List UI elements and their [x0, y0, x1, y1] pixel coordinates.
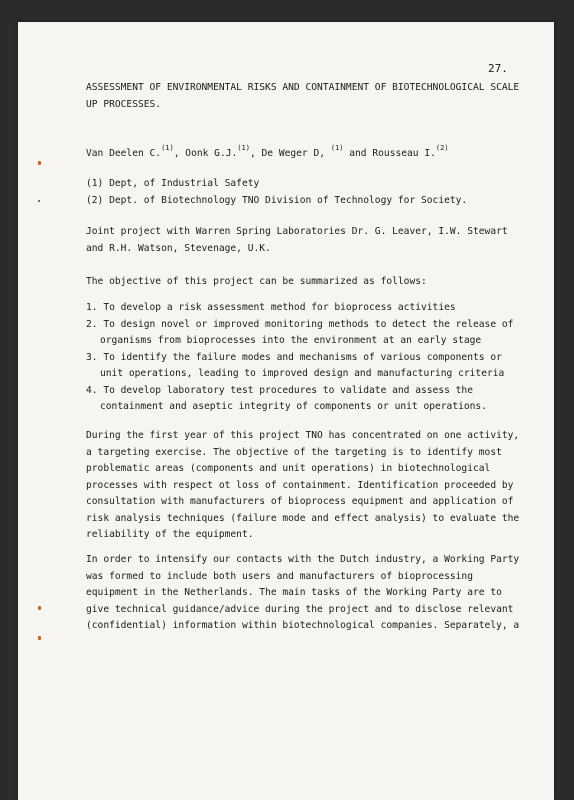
author-affiliation-mark: (2) [435, 144, 449, 152]
author-name: , De Weger D, [249, 148, 326, 159]
paragraph-line: give technical guidance/advice during the project and to disclose relevant [86, 603, 514, 615]
affiliation: (2) Dept. of Biotechnology TNO Division of Technology for Society. [86, 194, 468, 206]
title-line: UP PROCESSES. [86, 98, 162, 110]
joint-project-note [86, 224, 506, 257]
paragraph-line: problematic areas (components and unit operations) in biotechnological [86, 463, 491, 474]
author-name: and Rousseau I. [343, 148, 436, 159]
author-name: Van Deelen C. [86, 148, 162, 159]
paragraph-line: reliability of the equipment. [86, 529, 254, 540]
paragraph-line: risk analysis techniques (failure mode and effect analysis) to evaluate the [86, 512, 520, 524]
margin-mark [38, 636, 41, 640]
title-line: ASSESSMENT OF ENVIRONMENTAL RISKS AND CONTAINMENT OF BIOTECHNOLOGICAL SCALE [86, 82, 520, 93]
page-number: 27. [488, 62, 508, 75]
author-affiliation-mark: (1) [330, 144, 344, 152]
joint-project-line: and R.H. Watson, Stevenage, U.K. [86, 242, 271, 254]
objective-item: 1. To develop a risk assessment method for bioprocess activities [86, 302, 456, 313]
margin-mark [38, 606, 41, 610]
joint-project-line: Joint project with Warren Spring Laboratories Dr. G. Leaver, I.W. Stewart [86, 226, 508, 237]
affiliations [86, 176, 506, 209]
objective-item-continuation: unit operations, leading to improved design and manufacturing criteria [100, 368, 505, 379]
paragraph-line: (confidential) information within biotechnological companies. Separately, a [86, 620, 520, 631]
paragraph-line: consultation with manufacturers of bioprocess equipment and application of [86, 496, 514, 507]
objective-item: 4. To develop laboratory test procedures to validate and assess the [86, 384, 473, 396]
paragraph-line: During the first year of this project TNO has concentrated on one activity, [86, 430, 520, 441]
author-name: , Oonk G.J. [173, 148, 238, 159]
objectives-list [86, 300, 514, 416]
authors-line [86, 146, 506, 163]
objective-item-continuation: containment and aseptic integrity of components or unit operations. [100, 401, 487, 412]
paragraph-line: processes with respect ot loss of containment. Identification proceeded by [86, 479, 514, 491]
objective-intro: The objective of this project can be summarized as follows: [86, 276, 427, 287]
paragraph-line: In order to intensify our contacts with the Dutch industry, a Working Party [86, 554, 520, 565]
paragraph-line: was formed to include both users and manufacturers of bioprocessing [86, 570, 473, 582]
margin-mark [38, 200, 40, 202]
objective-item-continuation: organisms from bioprocesses into the environment at an early stage [100, 335, 482, 346]
author-affiliation-mark: (1) [237, 144, 250, 152]
paragraph-line: equipment in the Netherlands. The main tasks of the Working Party are to [86, 587, 502, 598]
objective-item: 2. To design novel or improved monitoring methods to detect the release of [86, 318, 514, 330]
objective-item: 3. To identify the failure modes and mechanisms of various components or [86, 351, 502, 363]
paragraph-targeting [86, 428, 520, 544]
document-title [86, 80, 520, 113]
paragraph-line: a targeting exercise. The objective of the targeting is to identify most [86, 446, 502, 458]
affiliation: (1) Dept, of Industrial Safety [86, 178, 260, 189]
paragraph-working-party [86, 552, 520, 635]
author-affiliation-mark: (1) [161, 144, 174, 152]
margin-mark [38, 161, 41, 165]
